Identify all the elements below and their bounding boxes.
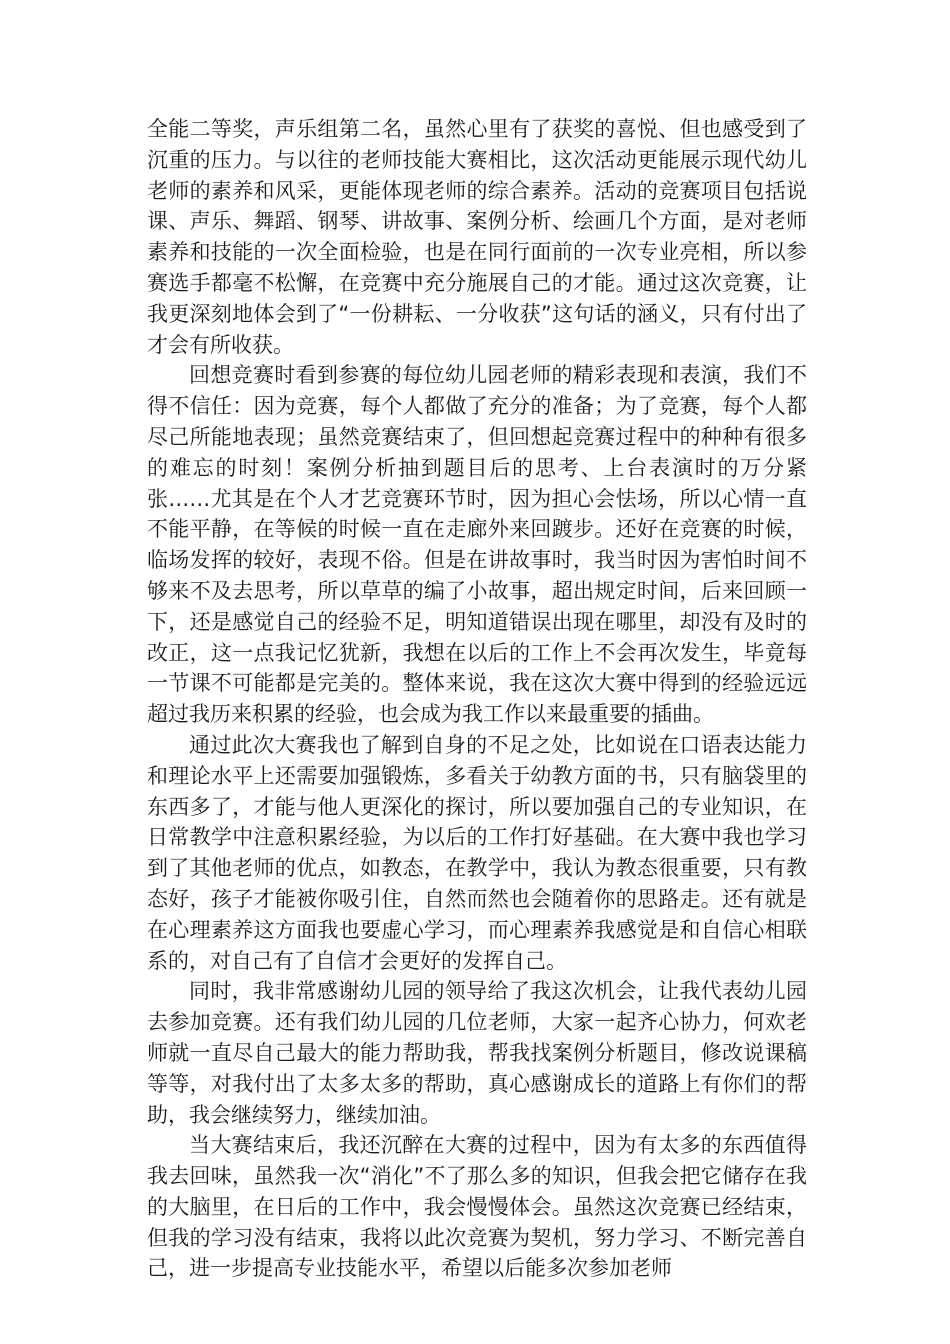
paragraph-4: 同时，我非常感谢幼儿园的领导给了我这次机会，让我代表幼儿园去参加竞赛。还有我们幼儿园的几位老师，大家一起齐心协力，何欢老师就一直尽自己最大的能力帮助我，帮我找案例分析题目，修改说课稿等等，对我付出了太多太多的帮助，真心感谢成长的道路上有你们的帮助，我会继续努力，继续加油。	[147, 979, 807, 1127]
paragraph-3: 通过此次大赛我也了解到自身的不足之处，比如说在口语表达能力和理论水平上还需要加强锻炼，多看关于幼教方面的书，只有脑袋里的东西多了，才能与他人更深化的探讨，所以要加强自己的专业知识，在日常教学中注意积累经验，为以后的工作打好基础。在大赛中我也学习到了其他老师的优点，如教态，在教学中，我认为教态很重要，只有教态好，孩子才能被你吸引住，自然而然也会随着你的思路走。还有就是在心理素养这方面我也要虚心学习，而心理素养我感觉是和自信心相联系的，对自己有了自信才会更好的发挥自己。	[147, 732, 807, 973]
paragraph-1: 全能二等奖，声乐组第二名，虽然心里有了获奖的喜悦、但也感受到了沉重的压力。与以往的老师技能大赛相比，这次活动更能展示现代幼儿老师的素养和风采，更能体现老师的综合素养。活动的竞赛项目包括说课、声乐、舞蹈、钢琴、讲故事、案例分析、绘画几个方面，是对老师素养和技能的一次全面检验，也是在同行面前的一次专业亮相，所以参赛选手都毫不松懈，在竞赛中充分施展自己的才能。通过这次竞赛，让我更深刻地体会到了“一份耕耘、一分收获”这句话的涵义，只有付出了才会有所收获。	[147, 117, 807, 357]
paragraph-5: 当大赛结束后，我还沉醉在大赛的过程中，因为有太多的东西值得我去回味，虽然我一次“消化”不了那么多的知识，但我会把它储存在我的大脑里，在日后的工作中，我会慢慢体会。虽然这次竞赛已经结束，但我的学习没有结束，我将以此次竞赛为契机，努力学习、不断完善自己，进一步提高专业技能水平，希望以后能多次参加老师	[147, 1133, 807, 1281]
paragraph-2: 回想竞赛时看到参赛的每位幼儿园老师的精彩表现和表演，我们不得不信任：因为竞赛，每个人都做了充分的准备；为了竞赛，每个人都尽己所能地表现；虽然竞赛结束了，但回想起竞赛过程中的种种有很多的难忘的时刻！案例分析抽到题目后的思考、上台表演时的万分紧张……尤其是在个人才艺竞赛环节时，因为担心会怯场，所以心情一直不能平静，在等候的时候一直在走廊外来回踱步。还好在竞赛的时候，临场发挥的较好，表现不俗。但是在讲故事时，我当时因为害怕时间不够来不及去思考，所以草草的编了小故事，超出规定时间，后来回顾一下，还是感觉自己的经验不足，明知道错误出现在哪里，却没有及时的改正，这一点我记忆犹新，我想在以后的工作上不会再次发生，毕竟每一节课不可能都是完美的。整体来说，我在这次大赛中得到的经验远远超过我历来积累的经验，也会成为我工作以来最重要的插曲。	[147, 363, 807, 727]
document-body	[147, 114, 807, 1284]
